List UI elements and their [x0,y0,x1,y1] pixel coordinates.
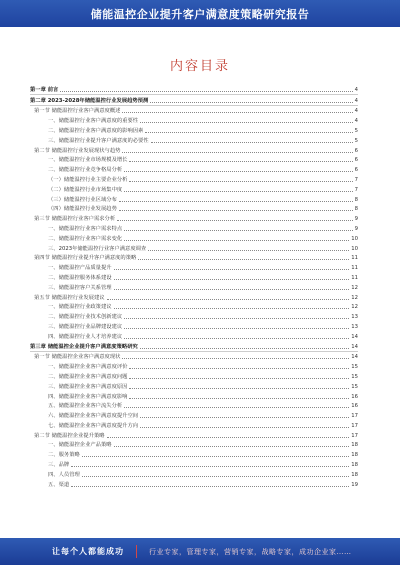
dot-leader [129,161,352,162]
dot-leader [129,368,349,369]
toc-entry-text: 第四节 储能温控行业提升客户满意度的策略 [34,255,137,262]
header-banner [0,0,400,27]
dot-leader [148,250,349,251]
dot-leader [151,142,353,143]
report-title: 储能温控企业提升客户满意度策略研究报告 [90,7,310,21]
toc-title: 内容目录 [169,59,230,74]
toc-entry-text: 第一节 储能温控行业客户满意度概述 [34,108,121,115]
toc-entry[interactable] [30,410,358,420]
toc-entry-text: 二、储能温控行业客户满意度的影响因素 [48,127,144,134]
toc-entry-page: 6 [354,157,358,164]
toc-entry-text: 一、储能温控行业客户满意度的重要性 [48,118,139,125]
toc-entry-text: 六、储能温控企业客户满意度提升空间 [48,413,139,420]
dot-leader [114,446,350,447]
toc-entry[interactable] [30,262,358,272]
toc-entry[interactable] [30,223,358,233]
toc-entry-page: 10 [351,245,358,252]
toc-entry-text: 七、储能温控企业客户满意度提升方向 [48,422,139,429]
toc-entry-text: 一、储能温控企业产品策略 [48,442,112,449]
dot-leader [150,102,352,103]
dot-leader [60,91,352,92]
toc-entry-text: 五、渠道 [48,481,70,488]
dot-leader [140,417,349,418]
toc-entry-text: （二）储能温控行业市场集中度 [48,186,123,193]
dot-leader [124,407,349,408]
toc-entry-page: 7 [354,176,358,183]
dot-leader [119,210,353,211]
dot-leader [124,230,352,231]
toc-entry[interactable] [30,184,358,194]
toc-entry-text: 第三节 储能温控行业客户需求分析 [34,216,116,223]
toc-entry-text: （四）储能温控行业发展趋势 [48,206,117,213]
toc-entry-page: 10 [351,235,358,242]
toc-entry-page: 9 [354,225,358,232]
dot-leader [122,112,352,113]
toc-entry[interactable] [30,272,358,282]
toc-entry-page: 11 [351,265,358,272]
toc-entry-page: 11 [351,255,358,262]
toc-entry-page: 11 [351,274,358,281]
toc-entry-text: 第二章 2023-2028年储能温控行业发展趋势预测 [30,97,149,104]
toc-entry-page: 5 [354,137,358,144]
toc-entry-page: 15 [351,383,358,390]
toc-entry[interactable] [30,95,358,106]
dot-leader [138,259,349,260]
dot-leader [82,456,349,457]
toc-entry-text: 第三章 储能温控企业提升客户满意度策略研究 [30,343,138,350]
toc-entry-text: 第二节 储能温控行业发展现状与趋势 [34,147,121,154]
toc-entry-page: 4 [354,97,358,104]
toc-entry[interactable] [30,469,358,479]
toc-entry-text: 四、储能温控行业人才培养建议 [48,333,123,340]
dot-leader [140,122,353,123]
toc-entry[interactable] [30,331,358,341]
dot-leader [129,378,349,379]
dot-leader [114,279,350,280]
toc-entry-text: 一、储能温控企业客户满意度评价 [48,364,128,371]
toc-entry-page: 14 [351,343,358,350]
toc-entry-text: 四、人员管理 [48,471,80,478]
dot-leader [124,328,349,329]
toc-entry[interactable] [30,194,358,204]
dot-leader [71,466,349,467]
toc-entry-page: 6 [354,147,358,154]
dot-leader [124,171,352,172]
toc-entry[interactable] [30,145,358,155]
toc-entry[interactable] [30,253,358,263]
toc-entry-text: （三）储能温控行业区域分布 [48,196,117,203]
dot-leader [129,388,349,389]
toc-entry-text: 三、储能温控行业提升客户满意度的必要性 [48,137,149,144]
dot-leader [122,358,349,359]
toc-entry[interactable] [30,352,358,362]
dot-leader [124,240,349,241]
toc-entry-page: 18 [351,452,358,459]
table-of-contents [30,84,358,489]
toc-entry[interactable] [30,381,358,391]
dot-leader [140,348,349,349]
toc-entry-text: 三、储能温控企业客户满意度原因 [48,383,128,390]
toc-entry-page: 15 [351,373,358,380]
toc-entry[interactable] [30,371,358,381]
toc-entry[interactable] [30,292,358,302]
toc-entry-text: 一、储能温控产品质量提升 [48,265,112,272]
toc-entry-page: 14 [351,354,358,361]
dot-leader [107,437,350,438]
footer-tagline: 行业专家，管理专家，营销专家，战略专家，成功企业家…… [149,547,352,556]
dot-leader [124,318,349,319]
toc-entry[interactable] [30,164,358,174]
toc-entry-text: 二、储能温控行业技术创新建议 [48,314,123,321]
toc-entry[interactable] [30,479,358,489]
toc-entry[interactable] [30,341,358,352]
dot-leader [140,427,349,428]
toc-entry-page: 8 [354,206,358,213]
toc-entry-page: 16 [351,393,358,400]
toc-entry[interactable] [30,361,358,371]
toc-entry[interactable] [30,115,358,125]
toc-entry-text: 二、储能温控企业客户满意度问题 [48,373,128,380]
toc-entry[interactable] [30,391,358,401]
dot-leader [122,152,352,153]
dot-leader [71,486,349,487]
dot-leader [114,308,350,309]
dot-leader [114,289,350,290]
toc-entry[interactable] [30,84,358,95]
toc-entry-text: 一、储能温控行业客户需求特点 [48,225,123,232]
toc-entry-page: 17 [351,413,358,420]
toc-entry-page: 18 [351,442,358,449]
toc-entry-page: 15 [351,364,358,371]
toc-entry-text: （一）储能温控行业主要企业分析 [48,176,128,183]
toc-entry[interactable] [30,420,358,430]
toc-entry-page: 12 [351,284,358,291]
toc-entry-text: 第一章 前言 [30,86,59,93]
toc-entry[interactable] [30,401,358,411]
toc-entry-page: 4 [354,118,358,125]
dot-leader [129,398,349,399]
toc-entry-page: 19 [351,481,358,488]
toc-entry-page: 18 [351,471,358,478]
dot-leader [124,191,352,192]
toc-entry-text: 三、品牌 [48,462,70,469]
toc-entry[interactable] [30,174,358,184]
dot-leader [107,299,350,300]
toc-entry-page: 12 [351,304,358,311]
toc-entry-text: 三、2023年储能温控行业客户满意度调查 [48,245,147,252]
toc-entry-page: 12 [351,294,358,301]
toc-entry-page: 4 [354,108,358,115]
toc-entry-text: 第五节 储能温控行业发展建议 [34,294,105,301]
toc-entry[interactable] [30,213,358,223]
footer-slogan: 让每个人都能成功 [52,547,124,556]
dot-leader [117,220,352,221]
toc-entry[interactable] [30,449,358,459]
toc-entry-page: 9 [354,216,358,223]
toc-entry[interactable] [30,125,358,135]
toc-entry-page: 17 [351,432,358,439]
dot-leader [145,132,352,133]
dot-leader [114,269,350,270]
toc-entry-text: 三、储能温控行业品牌建设建议 [48,323,123,330]
toc-entry[interactable] [30,233,358,243]
toc-entry-text: 第一节 储能温控企业客户满意度现状 [34,354,121,361]
toc-entry-text: 一、储能温控行业市场规模及增长 [48,157,128,164]
toc-entry[interactable] [30,204,358,214]
toc-entry-page: 13 [351,314,358,321]
toc-entry-text: 一、储能温控行业政策建议 [48,304,112,311]
toc-entry-text: 二、储能温控行业竞争格局分析 [48,167,123,174]
toc-entry[interactable] [30,282,358,292]
toc-entry[interactable] [30,430,358,440]
toc-entry-page: 6 [354,167,358,174]
toc-entry[interactable] [30,321,358,331]
toc-entry-page: 17 [351,422,358,429]
toc-entry-page: 4 [354,86,358,93]
toc-entry-page: 16 [351,403,358,410]
footer-divider [136,545,137,558]
toc-entry-page: 18 [351,462,358,469]
toc-entry-page: 7 [354,186,358,193]
toc-entry[interactable] [30,311,358,321]
dot-leader [129,181,352,182]
dot-leader [82,476,349,477]
toc-entry[interactable] [30,302,358,312]
toc-entry-text: 二、服务策略 [48,452,80,459]
toc-entry[interactable] [30,459,358,469]
toc-entry[interactable] [30,155,358,165]
toc-entry-text: 四、储能温控企业客户满意度影响 [48,393,128,400]
toc-entry-text: 五、储能温控企业客户流失分析 [48,403,123,410]
footer-banner [0,538,400,565]
toc-entry-page: 5 [354,127,358,134]
dot-leader [124,338,349,339]
toc-entry-text: 第二节 储能温控企业提升策略 [34,432,105,439]
toc-entry-page: 13 [351,323,358,330]
toc-entry[interactable] [30,243,358,253]
toc-entry[interactable] [30,135,358,145]
toc-entry-text: 二、储能温控行业客户需求变化 [48,235,123,242]
dot-leader [119,201,353,202]
toc-entry[interactable] [30,440,358,450]
toc-entry-text: 二、储能温控服务体系建设 [48,274,112,281]
toc-entry-page: 8 [354,196,358,203]
toc-entry-text: 三、储能温控客户关系管理 [48,284,112,291]
toc-entry[interactable] [30,106,358,116]
toc-entry-page: 14 [351,333,358,340]
